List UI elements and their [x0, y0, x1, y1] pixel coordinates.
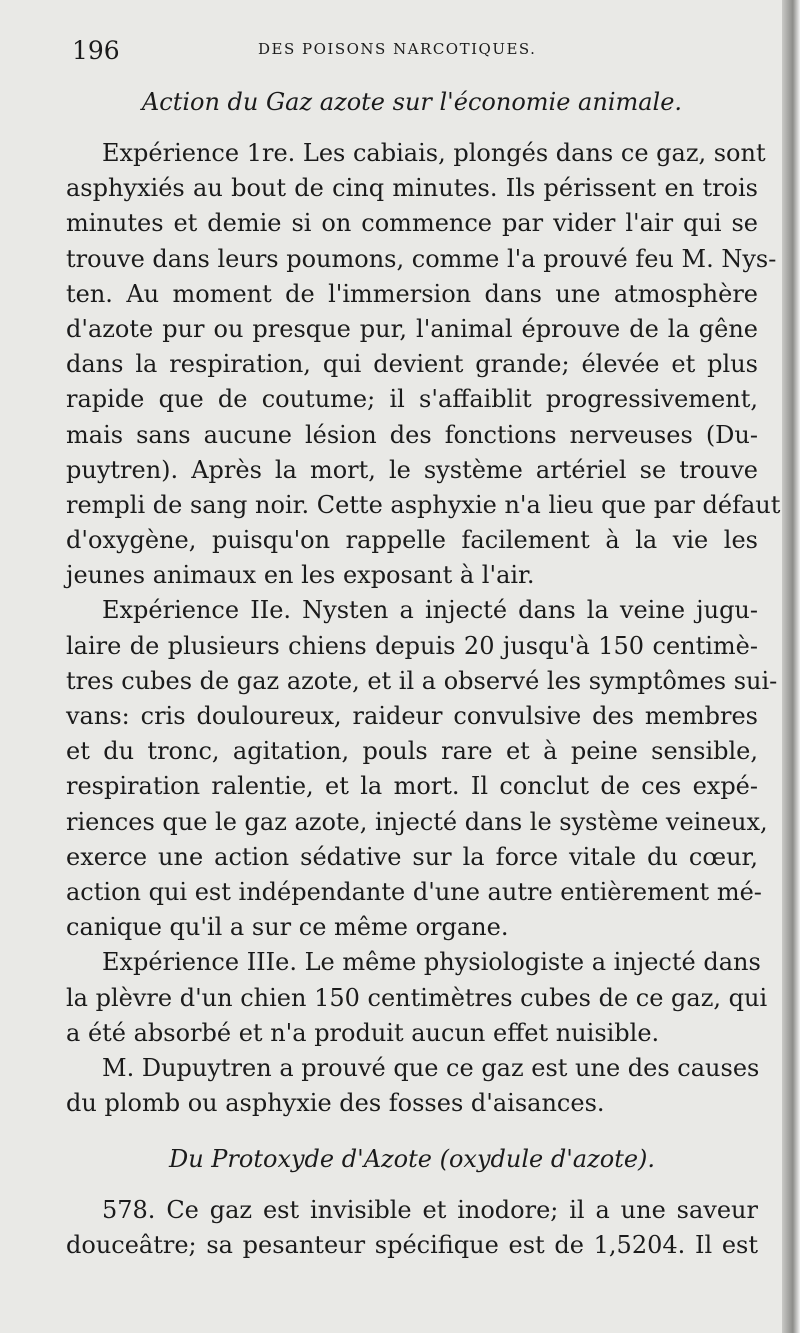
text-line: canique qu'il a sur ce même organe. — [66, 913, 509, 942]
text-line: a été absorbé et n'a produit aucun effet nuisible. — [66, 1018, 660, 1047]
text-line: et du tronc, agitation, pouls rare et à peine sensible, — [66, 737, 758, 766]
text-line: dans la respiration, qui devient grande; élevée et plus — [66, 350, 758, 379]
text-line: riences que le gaz azote, injecté dans le système veineux, — [66, 807, 768, 836]
text-line: ten. Au moment de l'immersion dans une atmosphère — [66, 279, 758, 308]
text-line: exerce une action sédative sur la force vitale du cœur, — [66, 842, 758, 871]
running-head — [72, 34, 764, 68]
page-number: 196 — [72, 36, 120, 65]
text-line: rempli de sang noir. Cette asphyxie n'a lieu que par défaut — [66, 490, 781, 519]
text-line: Expérience IIIe. Le même physiologiste a injecté dans — [102, 948, 761, 977]
text-line: respiration ralentie, et la mort. Il conclut de ces expé- — [66, 772, 758, 801]
text-line: M. Dupuytren a prouvé que ce gaz est une des causes — [102, 1053, 760, 1082]
text-line: du plomb ou asphyxie des fosses d'aisances. — [66, 1089, 605, 1118]
text-line: d'azote pur ou presque pur, l'animal éprouve de la gêne — [66, 314, 758, 343]
paragraph-dupuytren — [66, 1051, 758, 1121]
paragraph-experience-1 — [66, 136, 781, 593]
text-block — [66, 82, 781, 1264]
text-line: jeunes animaux en les exposant à l'air. — [66, 561, 535, 590]
section-heading-azote: Action du Gaz azote sur l'économie animale. — [141, 88, 683, 116]
text-line: vans: cris douloureux, raideur convulsive des membres — [66, 702, 758, 730]
text-line: la plèvre d'un chien 150 centimètres cubes de ce gaz, qui — [66, 983, 768, 1012]
text-line: trouve dans leurs poumons, comme l'a prouvé feu M. Nys- — [66, 244, 777, 273]
paragraph-experience-3 — [66, 945, 768, 1051]
running-title: DES POISONS NARCOTIQUES. — [258, 40, 537, 58]
page-edge-shadow — [782, 0, 800, 1333]
text-line: puytren). Après la mort, le système artériel se trouve — [66, 455, 758, 484]
text-line: Expérience IIe. Nysten a injecté dans la veine jugu- — [102, 596, 758, 625]
text-line: 578. Ce gaz est invisible et inodore; il a une saveur — [102, 1196, 758, 1225]
paragraph-578 — [66, 1193, 758, 1263]
text-line: asphyxiés au bout de cinq minutes. Ils périssent en trois — [66, 174, 758, 203]
text-line: laire de plusieurs chiens depuis 20 jusqu'à 150 centimè- — [66, 631, 758, 660]
text-line: tres cubes de gaz azote, et il a observé les symptômes sui- — [66, 666, 778, 695]
text-line: mais sans aucune lésion des fonctions nerveuses (Du- — [66, 420, 758, 449]
paragraph-experience-2 — [66, 593, 778, 945]
section-azote-body — [66, 136, 781, 1121]
section-heading-protoxyde: Du Protoxyde d'Azote (oxydule d'azote). — [168, 1145, 656, 1174]
text-line: minutes et demie si on commence par vider l'air qui se — [66, 209, 758, 238]
text-line: rapide que de coutume; il s'affaiblit progressivement, — [66, 385, 758, 414]
text-line: Expérience 1re. Les cabiais, plongés dans ce gaz, sont — [102, 139, 766, 167]
text-line: action qui est indépendante d'une autre entièrement mé- — [66, 877, 762, 906]
text-line: douceâtre; sa pesanteur spécifique est de 1,5204. Il est — [66, 1231, 758, 1260]
section-protoxyde-body — [66, 1193, 758, 1263]
text-line: d'oxygène, puisqu'on rappelle facilement à la vie les — [66, 526, 758, 555]
